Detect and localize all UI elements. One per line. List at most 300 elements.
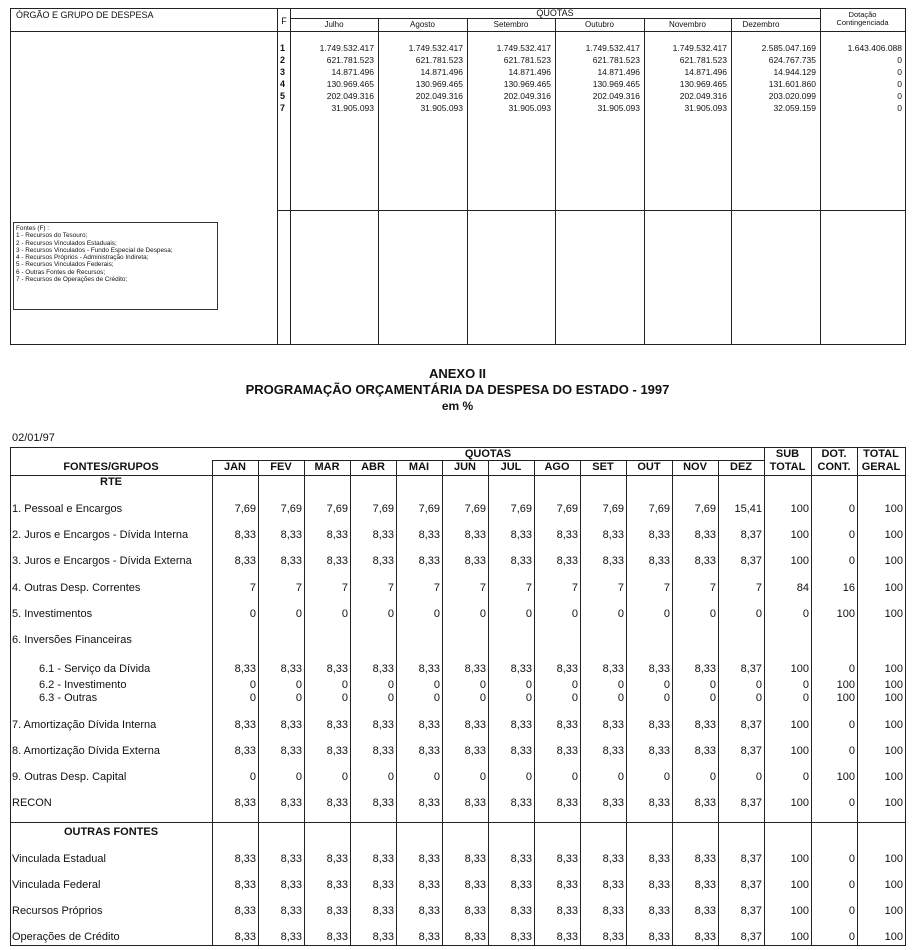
percent-value: 0 [341, 771, 348, 783]
percent-value: 100 [884, 797, 903, 809]
percent-value: 0 [848, 879, 855, 891]
percent-value: 0 [479, 679, 486, 691]
percent-value: 0 [295, 692, 302, 704]
source-code: 4 [280, 79, 286, 89]
percent-value: 8,33 [556, 555, 578, 567]
percent-value: 7,69 [648, 503, 670, 515]
quota-value: 1.749.532.417 [585, 43, 640, 53]
percent-value: 8,33 [280, 797, 302, 809]
percent-value: 8,33 [510, 719, 532, 731]
percent-value: 0 [525, 608, 532, 620]
percent-value: 100 [884, 931, 903, 943]
percent-value: 0 [571, 679, 578, 691]
percent-value: 8,33 [418, 745, 440, 757]
percent-value: 7,69 [556, 503, 578, 515]
dotacao-header-line2: Contingenciada [836, 18, 889, 27]
percent-value: 100 [884, 719, 903, 731]
row-label: Vinculada Federal [12, 879, 101, 891]
percent-value: 0 [433, 771, 440, 783]
quota-value: 621.781.523 [326, 55, 374, 65]
percent-value: 8,33 [694, 879, 716, 891]
percent-value: 0 [387, 608, 394, 620]
percent-value: 0 [709, 679, 716, 691]
percent-value: 8,33 [556, 853, 578, 865]
percent-value: 0 [479, 608, 486, 620]
percent-value: 8,33 [418, 879, 440, 891]
legend-item: 7 - Recursos de Operações de Crédito; [16, 276, 128, 284]
percent-value: 8,33 [694, 797, 716, 809]
percent-value: 8,33 [234, 905, 256, 917]
legend-item: 1 - Recursos do Tesouro; [16, 232, 88, 240]
percent-value: 7,69 [510, 503, 532, 515]
row-label: 4. Outras Desp. Correntes [12, 582, 141, 594]
legend-item: 3 - Recursos Vinculados - Fundo Especial de Despesa; [16, 246, 173, 254]
quota-value: 32.059.159 [773, 103, 816, 113]
sub-total-header-2: TOTAL [769, 461, 806, 473]
percent-value: 8,37 [740, 663, 762, 675]
percent-value: 8,33 [556, 663, 578, 675]
percent-value: 8,33 [418, 719, 440, 731]
percent-value: 8,33 [418, 663, 440, 675]
orgao-header: ÓRGÃO E GRUPO DE DESPESA [16, 10, 154, 20]
section-rte: RTE [100, 476, 122, 488]
quota-value: 621.781.523 [503, 55, 551, 65]
percent-value: 7,69 [372, 503, 394, 515]
percent-value: 100 [884, 503, 903, 515]
quota-value: 130.969.465 [592, 79, 640, 89]
percent-value: 0 [755, 692, 762, 704]
percent-value: 7 [479, 582, 486, 594]
month-header-fev: FEV [270, 461, 292, 473]
row-label: RECON [12, 797, 52, 809]
row-label: 2. Juros e Encargos - Dívida Interna [12, 529, 189, 541]
percent-value: 8,33 [280, 663, 302, 675]
percent-value: 15,41 [734, 503, 762, 515]
percent-value: 8,33 [556, 745, 578, 757]
percent-value: 8,33 [326, 853, 348, 865]
percent-value: 8,33 [326, 797, 348, 809]
percent-value: 0 [848, 745, 855, 757]
percent-value: 0 [295, 771, 302, 783]
percent-value: 8,33 [280, 555, 302, 567]
percent-value: 8,33 [510, 905, 532, 917]
section-outras-fontes: OUTRAS FONTES [63, 826, 159, 838]
percent-value: 0 [755, 608, 762, 620]
percent-value: 8,33 [510, 663, 532, 675]
percent-value: 8,33 [372, 555, 394, 567]
annex-unit: em % [441, 399, 474, 413]
percent-value: 8,33 [602, 931, 624, 943]
quota-value: 624.767.735 [768, 55, 816, 65]
percent-value: 8,33 [372, 797, 394, 809]
row-label: Operações de Crédito [12, 931, 120, 943]
percent-value: 100 [790, 931, 809, 943]
border-left [10, 8, 11, 345]
percent-value: 8,33 [648, 931, 670, 943]
percent-value: 0 [709, 771, 716, 783]
quota-value: 621.781.523 [415, 55, 463, 65]
percent-value: 7,69 [464, 503, 486, 515]
quota-value: 203.020.099 [768, 91, 816, 101]
percent-value: 8,33 [464, 529, 486, 541]
percent-value: 8,33 [280, 529, 302, 541]
annex-subtitle: PROGRAMAÇÃO ORÇAMENTÁRIA DA DESPESA DO ESTADO - 1997 [245, 382, 670, 397]
quota-value: 202.049.316 [503, 91, 551, 101]
border-right [905, 8, 906, 345]
fontes-legend [13, 222, 218, 310]
percent-value: 0 [848, 503, 855, 515]
dotacao-header-line1: Dotação [848, 10, 877, 19]
percent-value: 0 [848, 663, 855, 675]
percent-value: 100 [790, 905, 809, 917]
percent-value: 100 [790, 879, 809, 891]
dotacao-value: 0 [897, 55, 902, 65]
percent-value: 8,37 [740, 529, 762, 541]
percent-value: 8,33 [280, 853, 302, 865]
month-header-mai: MAI [408, 461, 430, 473]
percent-value: 8,33 [602, 745, 624, 757]
percent-value: 0 [709, 608, 716, 620]
percent-value: 8,33 [234, 853, 256, 865]
percent-value: 0 [617, 771, 624, 783]
percent-value: 8,33 [372, 931, 394, 943]
percent-value: 0 [433, 679, 440, 691]
percent-value: 0 [525, 771, 532, 783]
percent-value: 8,33 [510, 745, 532, 757]
percent-value: 7,69 [418, 503, 440, 515]
percent-value: 8,33 [326, 745, 348, 757]
percent-value: 7 [663, 582, 670, 594]
month-header-jan: JAN [223, 461, 246, 473]
percent-value: 8,37 [740, 853, 762, 865]
percent-value: 8,33 [602, 879, 624, 891]
quota-value: 14.871.496 [508, 67, 551, 77]
quota-value: 14.871.496 [597, 67, 640, 77]
quota-value: 621.781.523 [679, 55, 727, 65]
quota-value: 14.871.496 [420, 67, 463, 77]
quota-value: 202.049.316 [679, 91, 727, 101]
percent-value: 8,33 [234, 879, 256, 891]
quota-value: 621.781.523 [592, 55, 640, 65]
month-header-outubro: Outubro [585, 20, 614, 29]
percent-value: 8,37 [740, 745, 762, 757]
percent-value: 0 [571, 608, 578, 620]
percent-value: 8,33 [372, 905, 394, 917]
percent-value: 0 [848, 853, 855, 865]
row-label: 6.2 - Investimento [39, 679, 127, 691]
percent-value: 0 [663, 679, 670, 691]
percent-value: 8,33 [648, 745, 670, 757]
percent-value: 100 [884, 582, 903, 594]
percent-value: 8,33 [694, 905, 716, 917]
quota-value: 14.871.496 [684, 67, 727, 77]
percent-value: 8,33 [234, 663, 256, 675]
percent-value: 8,33 [556, 931, 578, 943]
mid-divider [277, 210, 906, 211]
legend-title: Fontes (F) : [16, 225, 50, 232]
percent-value: 0 [341, 679, 348, 691]
percent-value: 0 [387, 679, 394, 691]
percent-value: 16 [842, 582, 855, 594]
source-code: 1 [280, 43, 286, 53]
percent-value: 100 [836, 692, 855, 704]
percent-value: 8,33 [648, 853, 670, 865]
f-header: F [281, 16, 287, 26]
percent-value: 8,33 [464, 555, 486, 567]
percent-value: 8,33 [280, 719, 302, 731]
percent-value: 8,33 [418, 931, 440, 943]
percent-value: 100 [790, 745, 809, 757]
row-label: 9. Outras Desp. Capital [12, 771, 127, 783]
percent-value: 7 [755, 582, 762, 594]
quotas-header: QUOTAS [464, 448, 512, 460]
percent-value: 8,33 [510, 555, 532, 567]
percent-value: 8,33 [418, 555, 440, 567]
annex-title: ANEXO II [428, 366, 487, 381]
percent-value: 0 [479, 771, 486, 783]
quota-value: 130.969.465 [415, 79, 463, 89]
row-label: 7. Amortização Dívida Interna [12, 719, 157, 731]
percent-value: 0 [479, 692, 486, 704]
percent-value: 8,33 [556, 905, 578, 917]
total-geral-header-2: GERAL [861, 461, 901, 473]
percent-value: 8,33 [464, 745, 486, 757]
percent-value: 8,33 [372, 745, 394, 757]
percent-value: 100 [884, 663, 903, 675]
percent-value: 7 [525, 582, 532, 594]
percent-value: 100 [790, 797, 809, 809]
percent-value: 8,33 [602, 663, 624, 675]
quota-value: 130.969.465 [679, 79, 727, 89]
percent-value: 8,33 [326, 529, 348, 541]
percent-value: 7 [571, 582, 578, 594]
percent-value: 0 [249, 771, 256, 783]
month-header-jul: JUL [500, 461, 522, 473]
quota-value: 14.944.129 [773, 67, 816, 77]
percent-value: 8,33 [234, 719, 256, 731]
percent-value: 8,33 [694, 931, 716, 943]
percent-value: 8,33 [648, 905, 670, 917]
row-label: 6.1 - Serviço da Dívida [39, 663, 151, 675]
percent-value: 8,33 [464, 931, 486, 943]
percent-value: 100 [884, 608, 903, 620]
percent-value: 100 [884, 555, 903, 567]
month-header-julho: Julho [324, 20, 344, 29]
percent-value: 8,33 [602, 555, 624, 567]
percent-value: 7 [295, 582, 302, 594]
percent-value: 0 [848, 719, 855, 731]
percent-value: 8,37 [740, 879, 762, 891]
percent-value: 100 [884, 771, 903, 783]
percent-value: 8,33 [280, 879, 302, 891]
percent-value: 8,33 [648, 797, 670, 809]
quota-value: 1.749.532.417 [496, 43, 551, 53]
percent-value: 8,33 [372, 529, 394, 541]
percent-value: 8,33 [326, 905, 348, 917]
percent-value: 8,33 [510, 797, 532, 809]
source-code: 5 [280, 91, 286, 101]
percent-value: 100 [884, 692, 903, 704]
percent-value: 8,33 [602, 529, 624, 541]
percent-value: 100 [884, 679, 903, 691]
percent-value: 0 [848, 905, 855, 917]
percent-value: 100 [884, 879, 903, 891]
percent-value: 8,33 [602, 905, 624, 917]
quota-value: 2.585.047.169 [761, 43, 816, 53]
percent-value: 8,37 [740, 905, 762, 917]
source-code: 2 [280, 55, 286, 65]
percent-value: 8,33 [510, 853, 532, 865]
percent-value: 8,33 [234, 555, 256, 567]
quota-value: 202.049.316 [415, 91, 463, 101]
percent-value: 0 [571, 692, 578, 704]
percent-value: 0 [848, 529, 855, 541]
fontes-grupos-header: FONTES/GRUPOS [63, 461, 159, 473]
percent-value: 8,33 [418, 529, 440, 541]
percent-value: 0 [433, 608, 440, 620]
dot-cont-header-2: CONT. [817, 461, 851, 473]
percent-value: 0 [433, 692, 440, 704]
month-header-jun: JUN [453, 461, 476, 473]
percent-value: 7 [617, 582, 624, 594]
percent-value: 0 [249, 692, 256, 704]
percent-value: 8,33 [602, 797, 624, 809]
quota-value: 202.049.316 [326, 91, 374, 101]
percent-value: 8,33 [418, 905, 440, 917]
percent-value: 8,33 [694, 555, 716, 567]
header-divider [10, 31, 906, 32]
percent-value: 100 [836, 771, 855, 783]
dotacao-value: 1.643.406.088 [847, 43, 902, 53]
percent-value: 8,37 [740, 719, 762, 731]
percent-value: 8,33 [648, 879, 670, 891]
quota-value: 31.905.093 [420, 103, 463, 113]
row-label: 8. Amortização Dívida Externa [12, 745, 160, 757]
legend-item: 5 - Recursos Vinculados Federais; [16, 261, 114, 269]
percent-value: 0 [525, 692, 532, 704]
percent-value: 8,33 [602, 853, 624, 865]
percent-value: 100 [884, 853, 903, 865]
percent-value: 8,33 [418, 797, 440, 809]
percent-value: 8,33 [694, 745, 716, 757]
percent-value: 8,33 [510, 931, 532, 943]
percent-value: 0 [295, 679, 302, 691]
percent-value: 100 [790, 529, 809, 541]
month-header-agosto: Agosto [410, 20, 435, 29]
percent-value: 100 [790, 503, 809, 515]
source-code: 3 [280, 67, 286, 77]
percent-value: 100 [836, 679, 855, 691]
percent-value: 100 [790, 555, 809, 567]
percent-value: 0 [341, 608, 348, 620]
percent-value: 0 [802, 771, 809, 783]
source-code: 7 [280, 103, 286, 113]
percent-value: 8,33 [648, 719, 670, 731]
percent-value: 84 [796, 582, 809, 594]
percent-value: 8,33 [556, 719, 578, 731]
percent-value: 0 [387, 692, 394, 704]
percent-value: 0 [571, 771, 578, 783]
percent-value: 8,37 [740, 931, 762, 943]
percent-value: 8,33 [694, 719, 716, 731]
row-label: Vinculada Estadual [12, 853, 106, 865]
percent-value: 8,33 [648, 663, 670, 675]
percent-value: 0 [802, 608, 809, 620]
month-header-set: SET [592, 461, 614, 473]
percent-value: 7 [341, 582, 348, 594]
quota-value: 131.601.860 [768, 79, 816, 89]
percent-value: 0 [663, 608, 670, 620]
percent-value: 8,33 [372, 853, 394, 865]
percent-value: 0 [802, 692, 809, 704]
percent-value: 7,69 [326, 503, 348, 515]
percent-value: 0 [663, 771, 670, 783]
legend-item: 6 - Outras Fontes de Recursos; [16, 268, 106, 276]
percent-value: 0 [848, 797, 855, 809]
quotas-header: QUOTAS [536, 8, 574, 18]
percent-value: 8,33 [464, 853, 486, 865]
percent-value: 7 [709, 582, 716, 594]
percent-value: 7,69 [234, 503, 256, 515]
quota-value: 202.049.316 [592, 91, 640, 101]
quota-value: 1.749.532.417 [672, 43, 727, 53]
percent-value: 8,33 [694, 853, 716, 865]
percent-value: 8,33 [326, 663, 348, 675]
report-date: 02/01/97 [12, 432, 55, 444]
row-label: 5. Investimentos [12, 608, 93, 620]
percent-value: 100 [884, 529, 903, 541]
percent-value: 7 [249, 582, 256, 594]
percent-value: 8,33 [648, 529, 670, 541]
percent-value: 0 [617, 679, 624, 691]
quota-value: 130.969.465 [326, 79, 374, 89]
percent-value: 0 [341, 692, 348, 704]
row-label: 3. Juros e Encargos - Dívida Externa [12, 555, 192, 567]
month-header-out: OUT [637, 461, 661, 473]
percent-value: 8,37 [740, 555, 762, 567]
percent-value: 8,33 [280, 745, 302, 757]
percent-value: 0 [295, 608, 302, 620]
percent-value: 0 [617, 608, 624, 620]
percent-value: 8,33 [510, 529, 532, 541]
percent-value: 0 [249, 608, 256, 620]
percent-value: 0 [387, 771, 394, 783]
percent-value: 8,33 [326, 555, 348, 567]
percent-value: 8,33 [464, 663, 486, 675]
percent-value: 8,33 [556, 529, 578, 541]
percent-value: 8,33 [464, 797, 486, 809]
percent-value: 0 [249, 679, 256, 691]
percent-value: 0 [755, 679, 762, 691]
total-geral-header-1: TOTAL [863, 448, 899, 460]
legend-item: 2 - Recursos Vinculados Estaduais; [16, 239, 117, 247]
percent-value: 8,33 [326, 879, 348, 891]
percent-value: 0 [755, 771, 762, 783]
month-header-setembro: Setembro [493, 20, 529, 29]
percent-value: 7,69 [280, 503, 302, 515]
percent-value: 8,33 [234, 931, 256, 943]
percent-value: 100 [884, 905, 903, 917]
percent-value: 8,33 [648, 555, 670, 567]
percent-value: 0 [525, 679, 532, 691]
percent-value: 7 [387, 582, 394, 594]
percent-value: 100 [884, 745, 903, 757]
dotacao-value: 0 [897, 103, 902, 113]
percent-value: 8,33 [372, 663, 394, 675]
month-header-ago: AGO [544, 461, 570, 473]
legend-item: 4 - Recursos Próprios - Administração Indireta; [16, 254, 149, 262]
percent-value: 7,69 [602, 503, 624, 515]
